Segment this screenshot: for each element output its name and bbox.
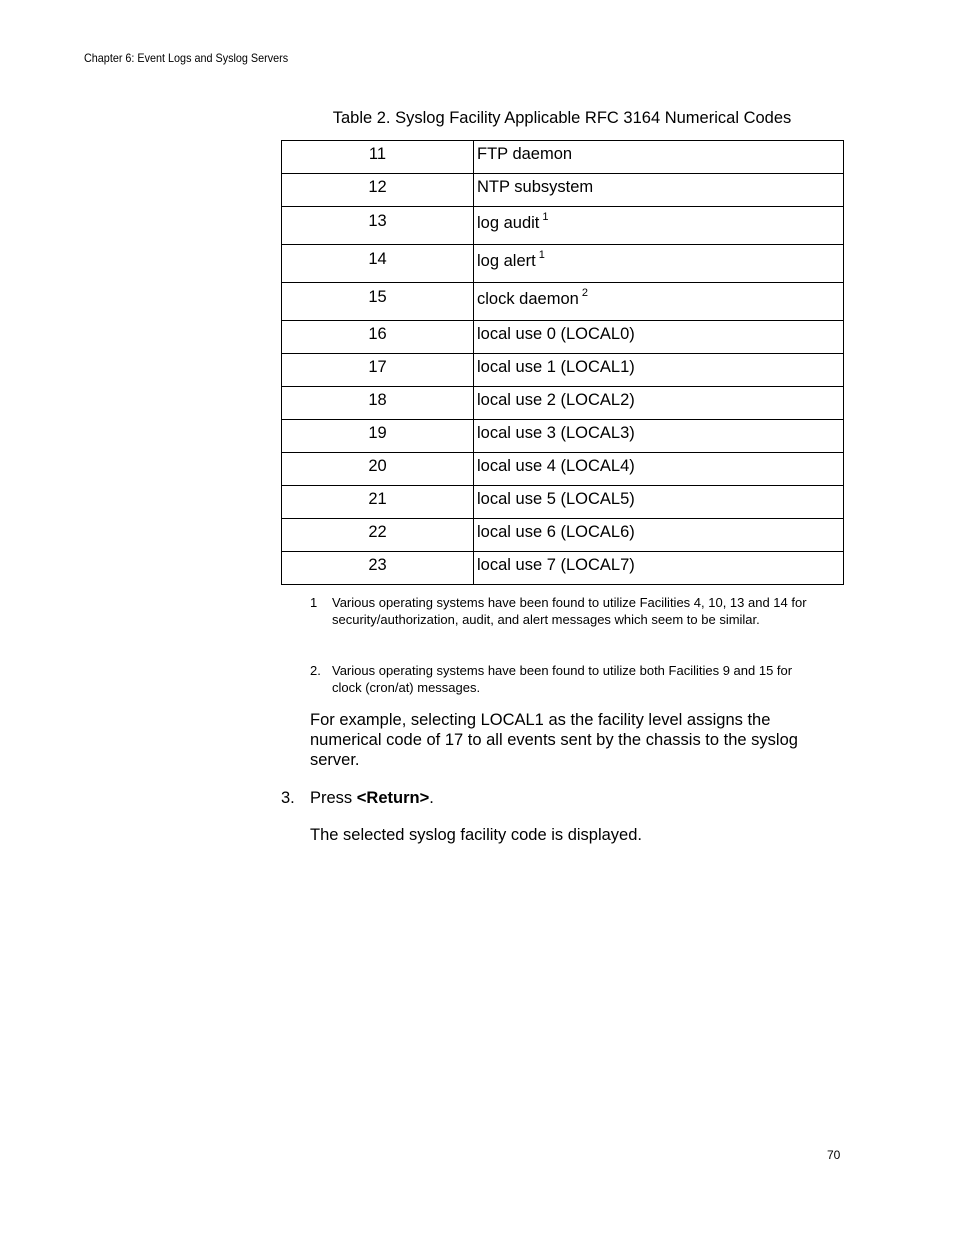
facility-code-cell: 13	[282, 207, 474, 245]
footnote-1	[310, 594, 820, 628]
facility-code-cell: 11	[282, 141, 474, 174]
table-row	[282, 245, 844, 283]
facility-description: FTP daemon	[477, 145, 573, 163]
footnote-number: 1	[310, 595, 318, 610]
facility-description-cell	[474, 519, 844, 552]
facility-description-cell	[474, 552, 844, 585]
facility-description-cell	[474, 245, 844, 283]
table-row	[282, 486, 844, 519]
footnote-2	[310, 662, 820, 696]
return-key-label: <Return>	[356, 789, 430, 807]
facility-codes-table	[281, 140, 844, 585]
facility-code-cell: 20	[282, 453, 474, 486]
step-3	[281, 788, 434, 808]
facility-description: local use 4 (LOCAL4)	[477, 457, 635, 475]
footnote-text: Various operating systems have been found to utilize both Facilities 9 and 15 for clock (cron/at) messages.	[332, 663, 793, 695]
step-suffix: .	[429, 789, 434, 807]
facility-description-cell	[474, 354, 844, 387]
facility-description-cell	[474, 453, 844, 486]
facility-description: log alert	[477, 252, 536, 270]
facility-description-cell	[474, 207, 844, 245]
facility-code-cell: 16	[282, 321, 474, 354]
result-paragraph: The selected syslog facility code is displayed.	[310, 826, 642, 844]
facility-description-cell	[474, 321, 844, 354]
facility-description-cell	[474, 486, 844, 519]
table-row	[282, 321, 844, 354]
table-row	[282, 207, 844, 245]
table-row	[282, 283, 844, 321]
footnote-reference: 2	[581, 287, 588, 299]
table-row	[282, 174, 844, 207]
facility-code-cell: 21	[282, 486, 474, 519]
facility-code-cell: 19	[282, 420, 474, 453]
table-row	[282, 519, 844, 552]
facility-description: local use 0 (LOCAL0)	[477, 325, 635, 343]
running-header: Chapter 6: Event Logs and Syslog Servers	[84, 51, 289, 65]
facility-code-cell: 12	[282, 174, 474, 207]
facility-description: clock daemon	[477, 290, 579, 308]
facility-description-cell	[474, 141, 844, 174]
table-row	[282, 453, 844, 486]
facility-description: local use 3 (LOCAL3)	[477, 424, 635, 442]
table-caption: Table 2. Syslog Facility Applicable RFC 3164 Numerical Codes	[332, 109, 792, 127]
facility-code-cell: 22	[282, 519, 474, 552]
facility-description: local use 7 (LOCAL7)	[477, 556, 635, 574]
facility-description-cell	[474, 387, 844, 420]
facility-code-cell: 18	[282, 387, 474, 420]
example-paragraph: For example, selecting LOCAL1 as the facility level assigns the numerical code of 17 to all events sent by the chassis to the syslog server.	[310, 711, 798, 769]
footnote-reference: 1	[542, 211, 549, 223]
footnote-text: Various operating systems have been found to utilize Facilities 4, 10, 13 and 14 for security/authorization, audit, and alert messages which seem to be similar.	[332, 595, 807, 627]
table-row	[282, 387, 844, 420]
footnote-reference: 1	[538, 249, 545, 261]
facility-description: local use 6 (LOCAL6)	[477, 523, 635, 541]
facility-description: local use 5 (LOCAL5)	[477, 490, 635, 508]
table-row	[282, 354, 844, 387]
facility-code-cell: 23	[282, 552, 474, 585]
table-row	[282, 420, 844, 453]
step-number: 3.	[281, 789, 295, 807]
page-number: 70	[827, 1148, 841, 1162]
facility-description: log audit	[477, 214, 540, 232]
facility-description: local use 2 (LOCAL2)	[477, 391, 635, 409]
facility-code-cell: 17	[282, 354, 474, 387]
step-prefix: Press	[310, 789, 357, 807]
table-row	[282, 141, 844, 174]
facility-description-cell	[474, 174, 844, 207]
facility-code-cell: 15	[282, 283, 474, 321]
facility-description-cell	[474, 283, 844, 321]
facility-description: local use 1 (LOCAL1)	[477, 358, 635, 376]
table-row	[282, 552, 844, 585]
footnote-number: 2.	[310, 663, 321, 678]
facility-description-cell	[474, 420, 844, 453]
facility-description: NTP subsystem	[477, 178, 594, 196]
facility-code-cell: 14	[282, 245, 474, 283]
